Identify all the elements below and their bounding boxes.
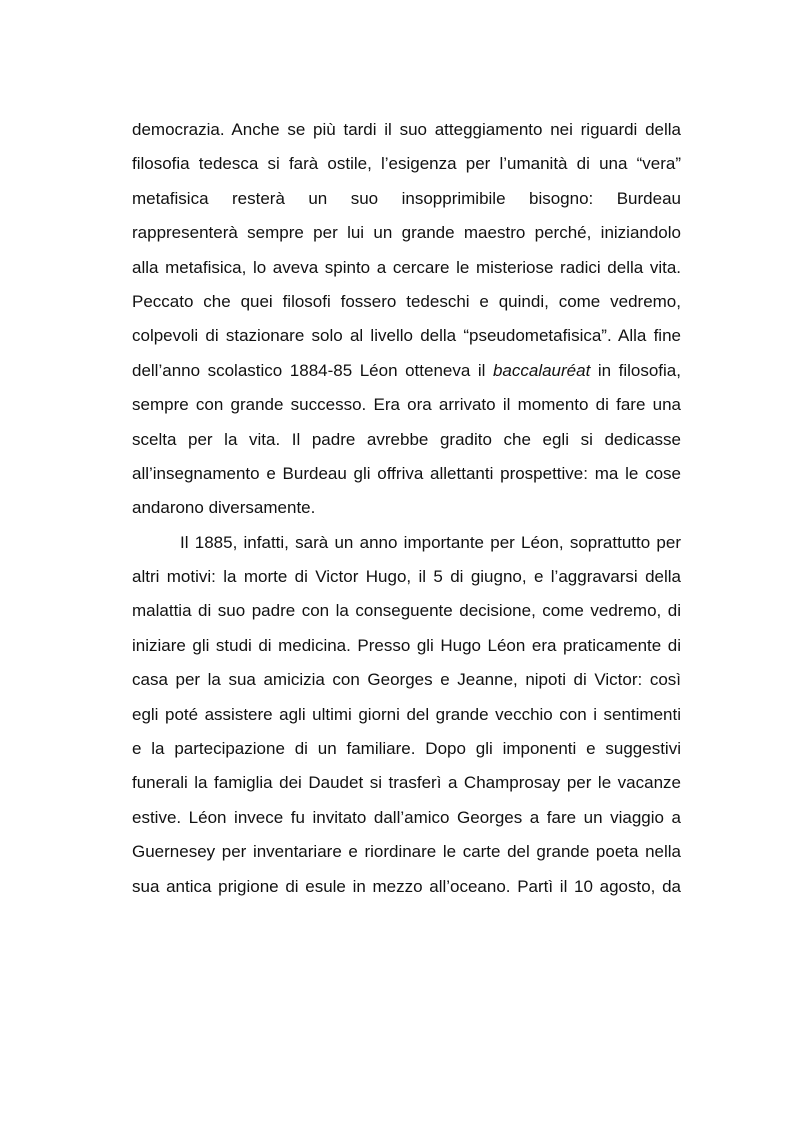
text-line: e la partecipazione di un familiare. Dopo gli imponenti e suggestivi bbox=[132, 739, 681, 759]
text-line: casa per la sua amicizia con Georges e Jeanne, nipoti di Victor: così bbox=[132, 670, 681, 690]
text-segment: in filosofia, bbox=[590, 360, 681, 380]
text-line: Il 1885, infatti, sarà un anno importante per Léon, soprattutto per bbox=[180, 532, 681, 552]
paragraph bbox=[132, 113, 681, 526]
text-line: altri motivi: la morte di Victor Hugo, il 5 di giugno, e l’aggravarsi della bbox=[132, 567, 681, 587]
text-segment: dell’anno scolastico 1884-85 Léon otteneva il bbox=[132, 360, 493, 380]
text-line bbox=[132, 354, 681, 388]
text-line: andarono diversamente. bbox=[132, 498, 316, 518]
text-line: filosofia tedesca si farà ostile, l’esigenza per l’umanità di una “vera” bbox=[132, 154, 681, 174]
text-line: sua antica prigione di esule in mezzo all’oceano. Partì il 10 agosto, da bbox=[132, 876, 681, 896]
text-line: all’insegnamento e Burdeau gli offriva allettanti prospettive: ma le cose bbox=[132, 463, 681, 483]
text-line: democrazia. Anche se più tardi il suo atteggiamento nei riguardi della bbox=[132, 120, 681, 139]
text-line: rappresenterà sempre per lui un grande maestro perché, iniziandolo bbox=[132, 223, 681, 243]
text-line: funerali la famiglia dei Daudet si trasferì a Champrosay per le vacanze bbox=[132, 773, 681, 793]
text-line: sempre con grande successo. Era ora arrivato il momento di fare una bbox=[132, 395, 681, 415]
text-line: egli poté assistere agli ultimi giorni del grande vecchio con i sentimenti bbox=[132, 704, 681, 724]
body-text bbox=[132, 113, 681, 904]
text-line: metafisica resterà un suo insopprimibile bisogno: Burdeau bbox=[132, 188, 681, 208]
text-line: estive. Léon invece fu invitato dall’amico Georges a fare un viaggio a bbox=[132, 807, 681, 827]
text-line: Peccato che quei filosofi fossero tedeschi e quindi, come vedremo, bbox=[132, 291, 681, 311]
text-line: Guernesey per inventariare e riordinare le carte del grande poeta nella bbox=[132, 842, 681, 862]
text-line: malattia di suo padre con la conseguente decisione, come vedremo, di bbox=[132, 601, 681, 621]
text-line: colpevoli di stazionare solo al livello della “pseudometafisica”. Alla fine bbox=[132, 326, 681, 346]
italic-term: baccalauréat bbox=[492, 360, 591, 380]
text-line: iniziare gli studi di medicina. Presso gli Hugo Léon era praticamente di bbox=[132, 635, 681, 655]
text-line: alla metafisica, lo aveva spinto a cercare le misteriose radici della vita. bbox=[132, 257, 681, 277]
paragraph bbox=[132, 526, 681, 904]
text-line: scelta per la vita. Il padre avrebbe gradito che egli si dedicasse bbox=[132, 429, 681, 449]
